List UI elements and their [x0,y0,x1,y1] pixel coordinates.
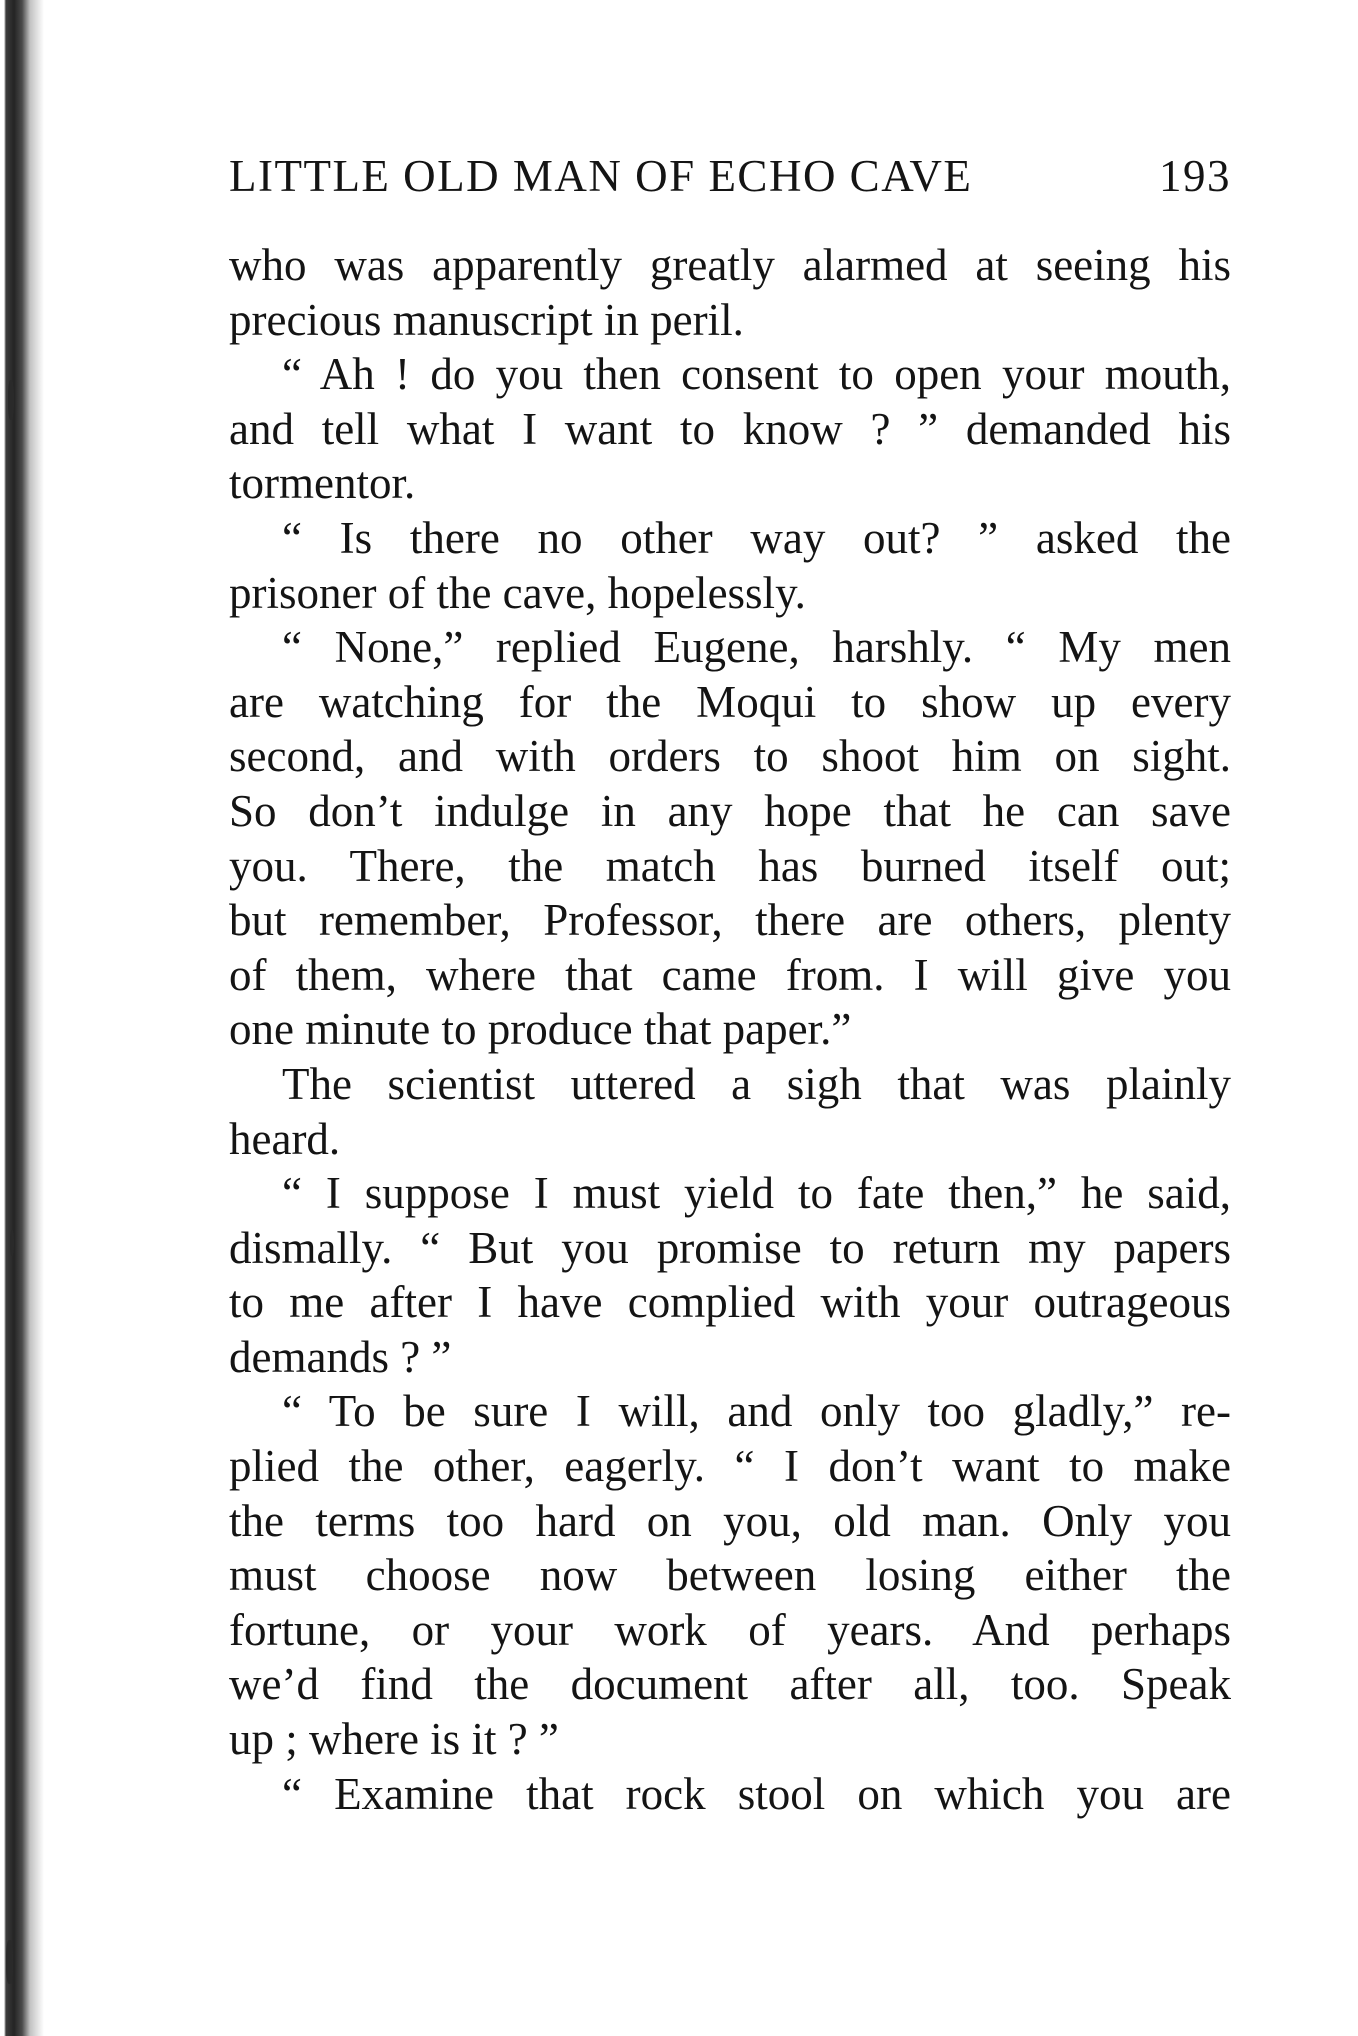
binding-speck [8,380,14,420]
text-line: “ I suppose I must yield to fate then,” he said, [282,1168,1231,1219]
text-line: “ To be sure I will, and only too gladly,” re- [282,1386,1231,1437]
text-line: So don’t indulge in any hope that he can save [229,785,1231,836]
text-line: “ Is there no other way out? ” asked the [282,512,1231,563]
text-line: second, and with orders to shoot him on sight. [229,731,1231,782]
text-line: who was apparently greatly alarmed at seeing his [229,240,1231,290]
text-line: “ Examine that rock stool on which you are [282,1768,1231,1819]
body-text [229,238,1231,1821]
page-number: 193 [1159,151,1231,201]
text-line: we’d find the document after all, too. Speak [229,1659,1231,1710]
binding-speck [10,1230,14,1256]
text-line: are watching for the Moqui to show up every [229,676,1231,727]
text-line: tormentor. [229,458,416,509]
running-head [229,150,1231,206]
text-line: must choose now between losing either the [229,1550,1231,1601]
text-line: plied the other, eagerly. “ I don’t want to make [229,1441,1231,1492]
text-line: prisoner of the cave, hopelessly. [229,567,806,618]
scanned-binding-edge [0,0,62,2036]
text-line: The scientist uttered a sigh that was plainly [282,1058,1231,1109]
running-head-title: LITTLE OLD MAN OF ECHO CAVE [229,151,973,201]
text-line: precious manuscript in peril. [229,294,744,345]
text-line: the terms too hard on you, old man. Only you [229,1495,1231,1546]
text-line: demands ? ” [229,1331,452,1382]
text-line: up ; where is it ? ” [229,1714,559,1765]
text-line: “ None,” replied Eugene, harshly. “ My men [282,622,1231,673]
text-line: you. There, the match has burned itself out; [229,840,1231,891]
text-line: “ Ah ! do you then consent to open your mouth, [282,349,1231,400]
text-line: and tell what I want to know ? ” demanded his [229,403,1231,454]
text-line: to me after I have complied with your outrageous [229,1277,1231,1328]
text-line: dismally. “ But you promise to return my papers [229,1222,1231,1273]
text-line: fortune, or your work of years. And perhaps [229,1604,1231,1655]
text-line: of them, where that came from. I will give you [229,949,1231,1000]
text-line: one minute to produce that paper.” [229,1004,852,1055]
text-line: heard. [229,1113,341,1164]
text-line: but remember, Professor, there are others, plenty [229,895,1231,946]
binding-speck [6,1940,13,1984]
